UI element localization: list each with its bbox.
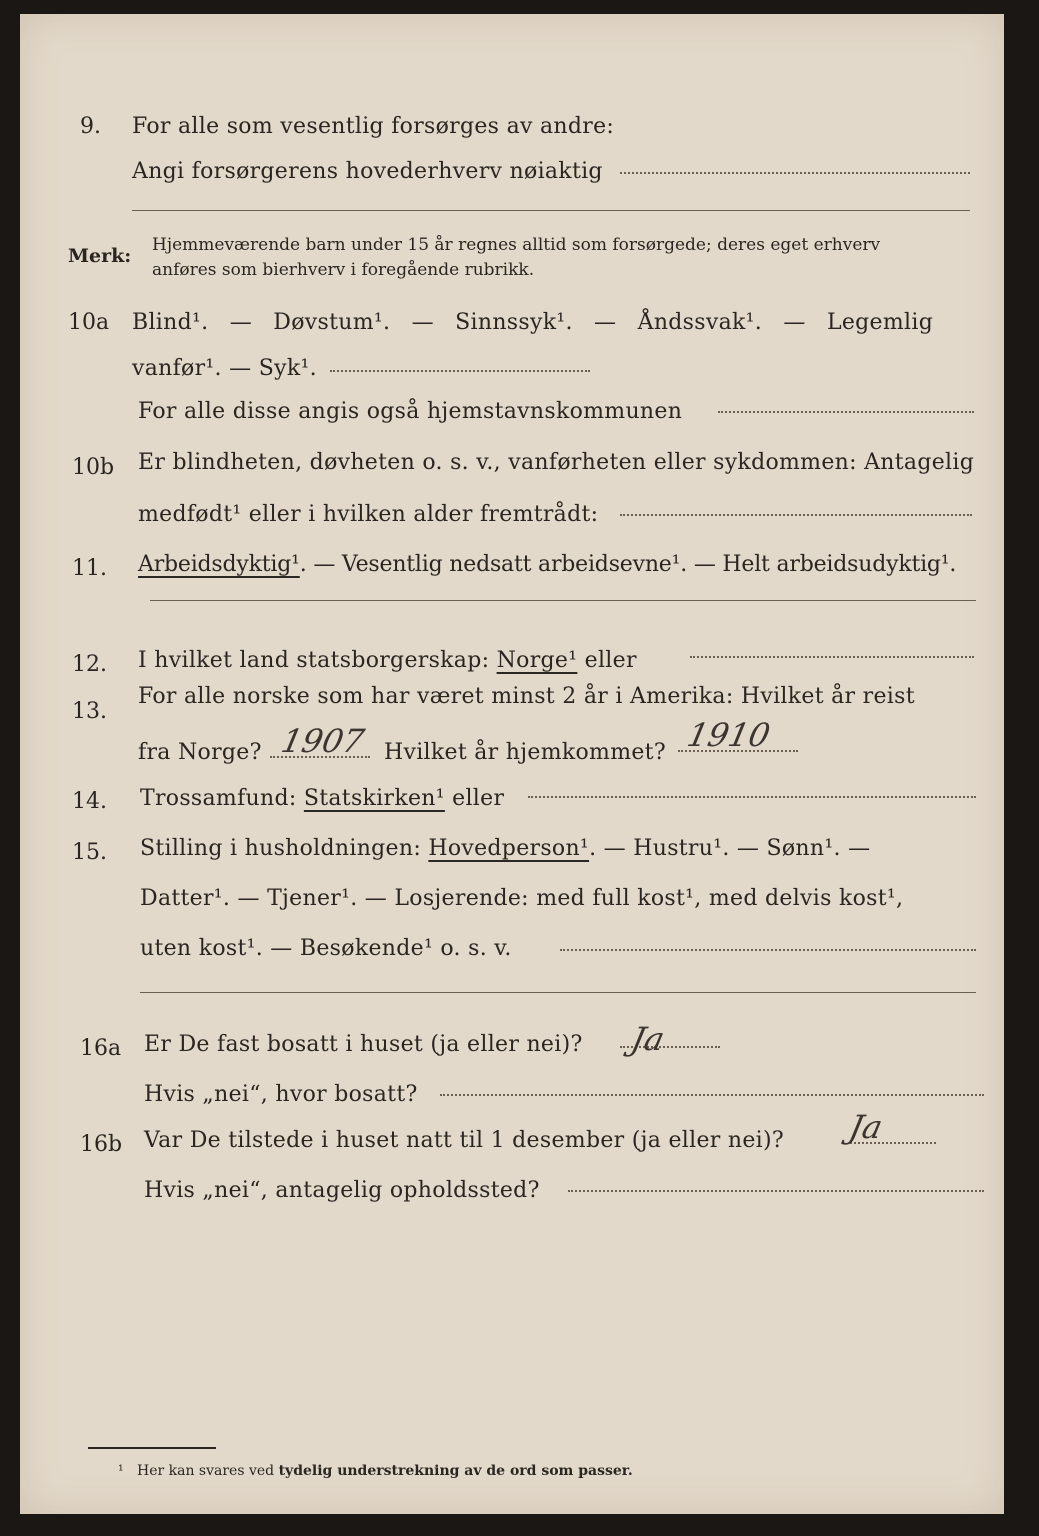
q9-answer-line-2[interactable]: [132, 210, 970, 211]
q16a-subtext: Hvis „nei“, hvor bosatt?: [144, 1082, 418, 1107]
q10a-hjemstavn-line[interactable]: [718, 411, 974, 413]
q12-text: [138, 648, 637, 673]
q14-number: 14.: [72, 789, 107, 814]
q16a-answer[interactable]: Ja: [627, 1020, 668, 1058]
q15-number: 15.: [72, 840, 107, 865]
q10a-hjemstavn-text: For alle disse angis også hjemstavnskommunen: [138, 399, 683, 424]
q10b-subtext: medfødt¹ eller i hvilken alder fremtrådt:: [138, 502, 599, 527]
q16b-number: 16b: [80, 1132, 123, 1157]
footnote-bold: tydelig understrekning av de ord som passer.: [278, 1463, 633, 1479]
q9-number: 9.: [80, 114, 101, 139]
footnote-rule: [88, 1447, 216, 1449]
q15-other-options: . — Hustru¹. — Sønn¹. —: [589, 836, 871, 861]
footnote: [118, 1463, 633, 1479]
q13-reist-answer[interactable]: 1907: [277, 722, 368, 760]
q10a-text: Blind¹. — Døvstum¹. — Sinnssyk¹. — Åndssvak¹. — Legemlig: [132, 310, 934, 335]
q16b-opphold-line[interactable]: [568, 1190, 984, 1192]
q16b-subtext: Hvis „nei“, antagelig opholdssted?: [144, 1178, 540, 1203]
q15-selected-option[interactable]: Hovedperson¹: [428, 836, 590, 861]
q14-answer-line[interactable]: [528, 796, 976, 798]
q16a-hvor-line[interactable]: [440, 1094, 984, 1096]
q16a-text: Er De fast bosatt i huset (ja eller nei)?: [144, 1032, 583, 1057]
merk-text-2: anføres som bierhverv i foregående rubrikk.: [152, 260, 535, 280]
footnote-text: Her kan svares ved: [136, 1463, 275, 1479]
q15-text: [140, 836, 870, 861]
q11-selected-option[interactable]: Arbeidsdyktig¹: [138, 552, 300, 577]
q15-answer-line[interactable]: [560, 949, 976, 951]
q14-text: [140, 786, 504, 811]
q12-number: 12.: [72, 652, 107, 677]
q10a-number: 10a: [68, 310, 110, 335]
q14-label: Trossamfund:: [140, 786, 304, 811]
q13-hjemkommet-label: Hvilket år hjemkommet?: [384, 740, 666, 765]
q9-answer-line[interactable]: [620, 172, 970, 174]
q12-selected-option[interactable]: Norge¹: [496, 648, 578, 673]
q10b-text: Er blindheten, døvheten o. s. v., vanførheten eller sykdommen: Antagelig: [138, 450, 975, 475]
q12-eller: eller: [577, 648, 637, 673]
q10a-subtext: vanfør¹. — Syk¹.: [132, 356, 317, 381]
q15-line2: Datter¹. — Tjener¹. — Losjerende: med full kost¹, med delvis kost¹,: [140, 886, 904, 911]
q12-answer-line[interactable]: [690, 656, 974, 658]
q10b-answer-line[interactable]: [620, 514, 972, 516]
q10a-answer-line[interactable]: [330, 370, 590, 372]
q11-number: 11.: [72, 556, 107, 581]
q9-subtext: Angi forsørgerens hovederhverv nøiaktig: [132, 159, 603, 184]
q14-eller: eller: [444, 786, 505, 811]
q11-answer-line[interactable]: [150, 600, 976, 601]
merk-text-1: Hjemmeværende barn under 15 år regnes alltid som forsørgede; deres eget erhverv: [152, 235, 881, 255]
q10b-number: 10b: [72, 455, 115, 480]
form-page: [20, 14, 1004, 1514]
merk-label: Merk:: [68, 245, 132, 267]
q11-options: [138, 552, 956, 577]
q15-label: Stilling i husholdningen:: [140, 836, 429, 861]
q11-other-options: . — Vesentlig nedsatt arbeidsevne¹. — Helt arbeidsudyktig¹.: [299, 552, 957, 577]
q13-hjemkommet-answer[interactable]: 1910: [683, 716, 774, 754]
q16a-number: 16a: [80, 1036, 122, 1061]
q13-text: For alle norske som har været minst 2 år i Amerika: Hvilket år reist: [138, 684, 915, 709]
q16b-text: Var De tilstede i huset natt til 1 desember (ja eller nei)?: [144, 1128, 784, 1153]
q15-answer-line-2[interactable]: [140, 992, 976, 993]
footnote-mark: ¹: [118, 1463, 124, 1479]
q15-line3: uten kost¹. — Besøkende¹ o. s. v.: [140, 936, 512, 961]
q14-selected-option[interactable]: Statskirken¹: [303, 786, 445, 811]
q9-text: For alle som vesentlig forsørges av andre:: [132, 114, 615, 139]
q16b-answer[interactable]: Ja: [845, 1108, 886, 1146]
q13-number: 13.: [72, 699, 107, 724]
q12-question: I hvilket land statsborgerskap:: [138, 648, 497, 673]
q13-reist-label: fra Norge?: [138, 740, 262, 765]
